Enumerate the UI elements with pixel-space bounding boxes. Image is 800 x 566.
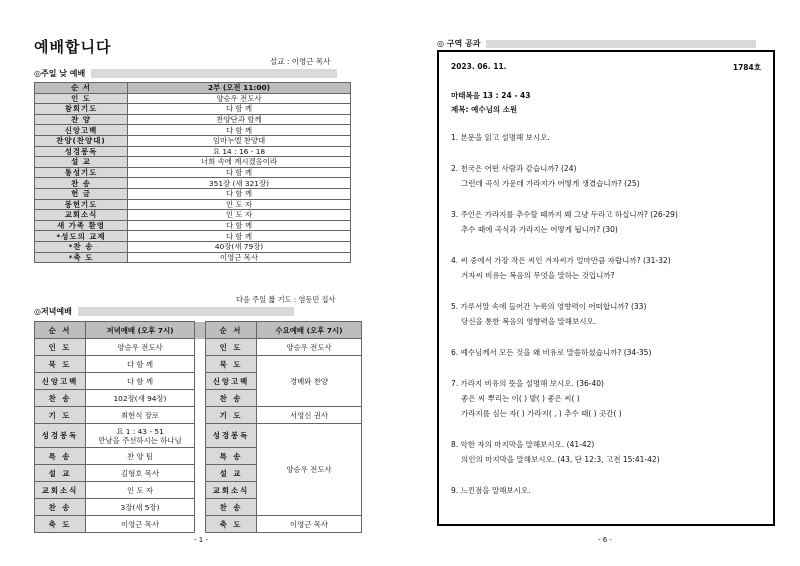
table-row [35, 104, 351, 115]
question-text: 9. 느낀점을 말해보시오. [451, 486, 531, 495]
evening-value: 찬 양 팀 [86, 448, 195, 465]
column-gap [195, 448, 206, 465]
evening-header-label: 순 서 [35, 322, 86, 339]
order-value: 40장(새 79장) [128, 241, 351, 252]
table-row [35, 178, 351, 189]
table-row [35, 252, 351, 263]
order-label: *축 도 [35, 252, 128, 263]
evening-value [86, 424, 195, 448]
question-subtext: 당신을 통한 복음의 영향력을 말해보시오. [461, 317, 597, 326]
lesson-section-title [437, 38, 756, 49]
question-subtext: 추수 때에 곡식과 가라지는 어떻게 됩니까? (30) [461, 225, 618, 234]
column-gap [195, 482, 206, 499]
column-gap [195, 339, 206, 356]
wednesday-label: 성경봉독 [206, 424, 257, 448]
evening-value: 최현식 장로 [86, 407, 195, 424]
order-label: 설 교 [35, 157, 128, 168]
evening-label: 설 교 [35, 465, 86, 482]
question-text: 7. 가라지 비유의 뜻을 설명해 보시오. (36-40) [451, 379, 604, 388]
page-title: 예배합니다 [34, 38, 112, 56]
evening-label: 찬 송 [35, 499, 86, 516]
wednesday-label: 특 송 [206, 448, 257, 465]
evening-label: 축 도 [35, 516, 86, 533]
order-label: 새 가족 환영 [35, 220, 128, 231]
order-label: 참회기도 [35, 104, 128, 115]
order-value: 찬양단과 함께 [128, 114, 351, 125]
column-gap [195, 407, 206, 424]
wednesday-value: 양승우 전도사 [257, 339, 362, 356]
page-number-left: - 1 - [194, 536, 208, 544]
wednesday-label: 축 도 [206, 516, 257, 533]
evening-value: 김형호 목사 [86, 465, 195, 482]
order-label: 헌 금 [35, 188, 128, 199]
evening-value: 102장(새 94장) [86, 390, 195, 407]
question-text: 6. 예수님께서 모든 것을 왜 비유로 말씀하셨습니까? (34-35) [451, 348, 652, 357]
table-row [35, 516, 362, 533]
order-value: 다 함 께 [128, 231, 351, 242]
question-item [451, 130, 769, 145]
question-item [451, 437, 769, 467]
evening-value: 양승우 전도사 [86, 339, 195, 356]
sunday-section-title [34, 68, 337, 79]
wednesday-label: 찬 송 [206, 390, 257, 407]
table-row [35, 114, 351, 125]
question-item [451, 253, 769, 283]
order-label: 교회소식 [35, 210, 128, 221]
order-label: 찬 양 [35, 114, 128, 125]
lesson-issue: 1784호 [732, 63, 761, 72]
question-text: 5. 가루서말 속에 들어간 누룩의 영향력이 어떠합니까? (33) [451, 302, 647, 311]
question-item [451, 483, 769, 498]
order-value: 이영근 목사 [128, 252, 351, 263]
evening-value: 3장(새 5장) [86, 499, 195, 516]
table-row [35, 188, 351, 199]
question-item [451, 207, 769, 237]
wednesday-header-value: 수요예배 (오후 7시) [257, 322, 362, 339]
order-value: 다 함 께 [128, 125, 351, 136]
question-text: 4. 씨 중에서 가장 작은 씨인 겨자씨가 얼마만큼 자랍니까? (31-32) [451, 256, 671, 265]
order-value: 임마누엘 찬양대 [128, 135, 351, 146]
column-gap [195, 356, 206, 373]
column-gap [195, 322, 206, 339]
page-number-right: - 6 - [598, 536, 612, 544]
column-gap [195, 516, 206, 533]
table-header-row [35, 83, 351, 94]
question-item [451, 345, 769, 360]
table-row [35, 231, 351, 242]
order-label: 통성기도 [35, 167, 128, 178]
wednesday-value: 양승우 전도사 [257, 424, 362, 516]
column-gap [195, 373, 206, 390]
order-value: 요 14 : 16 - 18 [128, 146, 351, 157]
question-subtext: 좋은 씨 뿌리는 이( ) 밭( ) 좋은 씨( ) [461, 394, 580, 403]
order-label: 봉헌기도 [35, 199, 128, 210]
table-row [35, 210, 351, 221]
evening-label: 성경봉독 [35, 424, 86, 448]
table-row [35, 157, 351, 168]
order-label: 찬양(찬양대) [35, 135, 128, 146]
wednesday-value: 경배와 찬양 [257, 356, 362, 407]
evening-value: 이영근 목사 [86, 516, 195, 533]
question-item [451, 376, 769, 421]
question-text: 2. 천국은 어떤 사람과 같습니까? (24) [451, 164, 577, 173]
wednesday-value: 서영신 권사 [257, 407, 362, 424]
evening-label: 인 도 [35, 339, 86, 356]
table-row [35, 125, 351, 136]
evening-label: 특 송 [35, 448, 86, 465]
lesson-date: 2023. 06. 11. [451, 62, 507, 71]
order-value: 인 도 자 [128, 210, 351, 221]
evening-header-value: 저녁예배 (오후 7시) [86, 322, 195, 339]
table-row [35, 407, 362, 424]
table-row [35, 199, 351, 210]
column-gap [195, 390, 206, 407]
order-label: 신앙고백 [35, 125, 128, 136]
lesson-box [437, 50, 775, 526]
order-value: 다 함 께 [128, 167, 351, 178]
order-label: 인 도 [35, 93, 128, 104]
question-item [451, 299, 769, 329]
header-value: 2부 (오전 11:00) [128, 83, 351, 94]
sunday-section-label: ◎주일 낮 예배 [34, 69, 86, 78]
preacher-line: 설교 : 이영근 목사 [270, 57, 331, 66]
order-value: 인 도 자 [128, 199, 351, 210]
table-row [35, 167, 351, 178]
column-gap [195, 424, 206, 448]
question-subtext: 의인의 마지막을 말해보시오. (43, 단 12:3, 고전 15:41-42) [461, 455, 660, 464]
lesson-subject: 제목: 예수님의 소원 [451, 105, 518, 114]
wednesday-label: 인 도 [206, 339, 257, 356]
section-bar [486, 40, 756, 48]
table-header-row [35, 322, 362, 339]
column-gap [195, 465, 206, 482]
order-value: 양승우 전도사 [128, 93, 351, 104]
table-row [35, 241, 351, 252]
order-value: 351장 (새 321장) [128, 178, 351, 189]
table-row [35, 424, 362, 448]
evening-label: 신앙고백 [35, 373, 86, 390]
question-item [451, 161, 769, 191]
order-value: 다 함 께 [128, 104, 351, 115]
wednesday-value: 이영근 목사 [257, 516, 362, 533]
table-row [35, 220, 351, 231]
wednesday-label: 교회소식 [206, 482, 257, 499]
table-row [35, 356, 362, 373]
order-label: *성도의 교제 [35, 231, 128, 242]
table-row [35, 339, 362, 356]
order-label: 성경봉독 [35, 146, 128, 157]
evening-order-table [34, 321, 362, 533]
question-subtext: 겨자씨 비유는 복음의 무엇을 말하는 것입니까? [461, 271, 615, 280]
lesson-section-label: ◎ 구역 공과 [437, 39, 481, 48]
evening-label: 교회소식 [35, 482, 86, 499]
wednesday-header-label: 순 서 [206, 322, 257, 339]
order-value: 너희 속에 계시겠음이라 [128, 157, 351, 168]
question-text: 1. 본문을 읽고 설명해 보시오. [451, 133, 550, 142]
evening-value: 다 함 께 [86, 356, 195, 373]
section-bar [91, 69, 337, 78]
column-gap [195, 499, 206, 516]
evening-value-line: 만남을 주선하시는 하나님 [98, 435, 182, 445]
wednesday-label: 기 도 [206, 407, 257, 424]
order-label: 찬 송 [35, 178, 128, 189]
evening-value-line: 요 1 : 43 - 51 [116, 426, 164, 436]
table-row [35, 93, 351, 104]
lesson-scripture: 마태복음 13 : 24 - 43 [451, 91, 531, 100]
sunday-order-table [34, 82, 351, 263]
evening-value: 인 도 자 [86, 482, 195, 499]
evening-section-label: ◎저녁예배 [34, 307, 72, 316]
table-row [35, 135, 351, 146]
order-value: 다 함 께 [128, 220, 351, 231]
question-subtext: 가라지를 심는 자( ) 가라지( , ) 추수 때( ) 곳간( ) [461, 409, 622, 418]
question-list [451, 130, 769, 514]
wednesday-label: 묵 도 [206, 356, 257, 373]
header-label: 순 서 [35, 83, 128, 94]
evening-label: 찬 송 [35, 390, 86, 407]
wednesday-label: 찬 송 [206, 499, 257, 516]
next-week-prayer: 다음 주일 짧 기도 : 염동민 집사 [236, 295, 336, 304]
wednesday-label: 신앙고백 [206, 373, 257, 390]
question-text: 8. 악한 자의 마지막을 말해보시오. (41-42) [451, 440, 595, 449]
wednesday-label: 설 교 [206, 465, 257, 482]
order-value: 다 함 께 [128, 188, 351, 199]
table-row [35, 146, 351, 157]
evening-label: 기 도 [35, 407, 86, 424]
evening-section-title [34, 306, 294, 317]
question-subtext: 그런데 곡식 가운데 가라지가 어떻게 생겼습니까? (25) [461, 179, 640, 188]
question-text: 3. 주인은 가라지를 추수할 때까지 왜 그냥 두라고 하십니까? (26-29) [451, 210, 678, 219]
evening-value: 다 함 께 [86, 373, 195, 390]
evening-label: 묵 도 [35, 356, 86, 373]
section-bar [78, 307, 294, 316]
order-label: *찬 송 [35, 241, 128, 252]
